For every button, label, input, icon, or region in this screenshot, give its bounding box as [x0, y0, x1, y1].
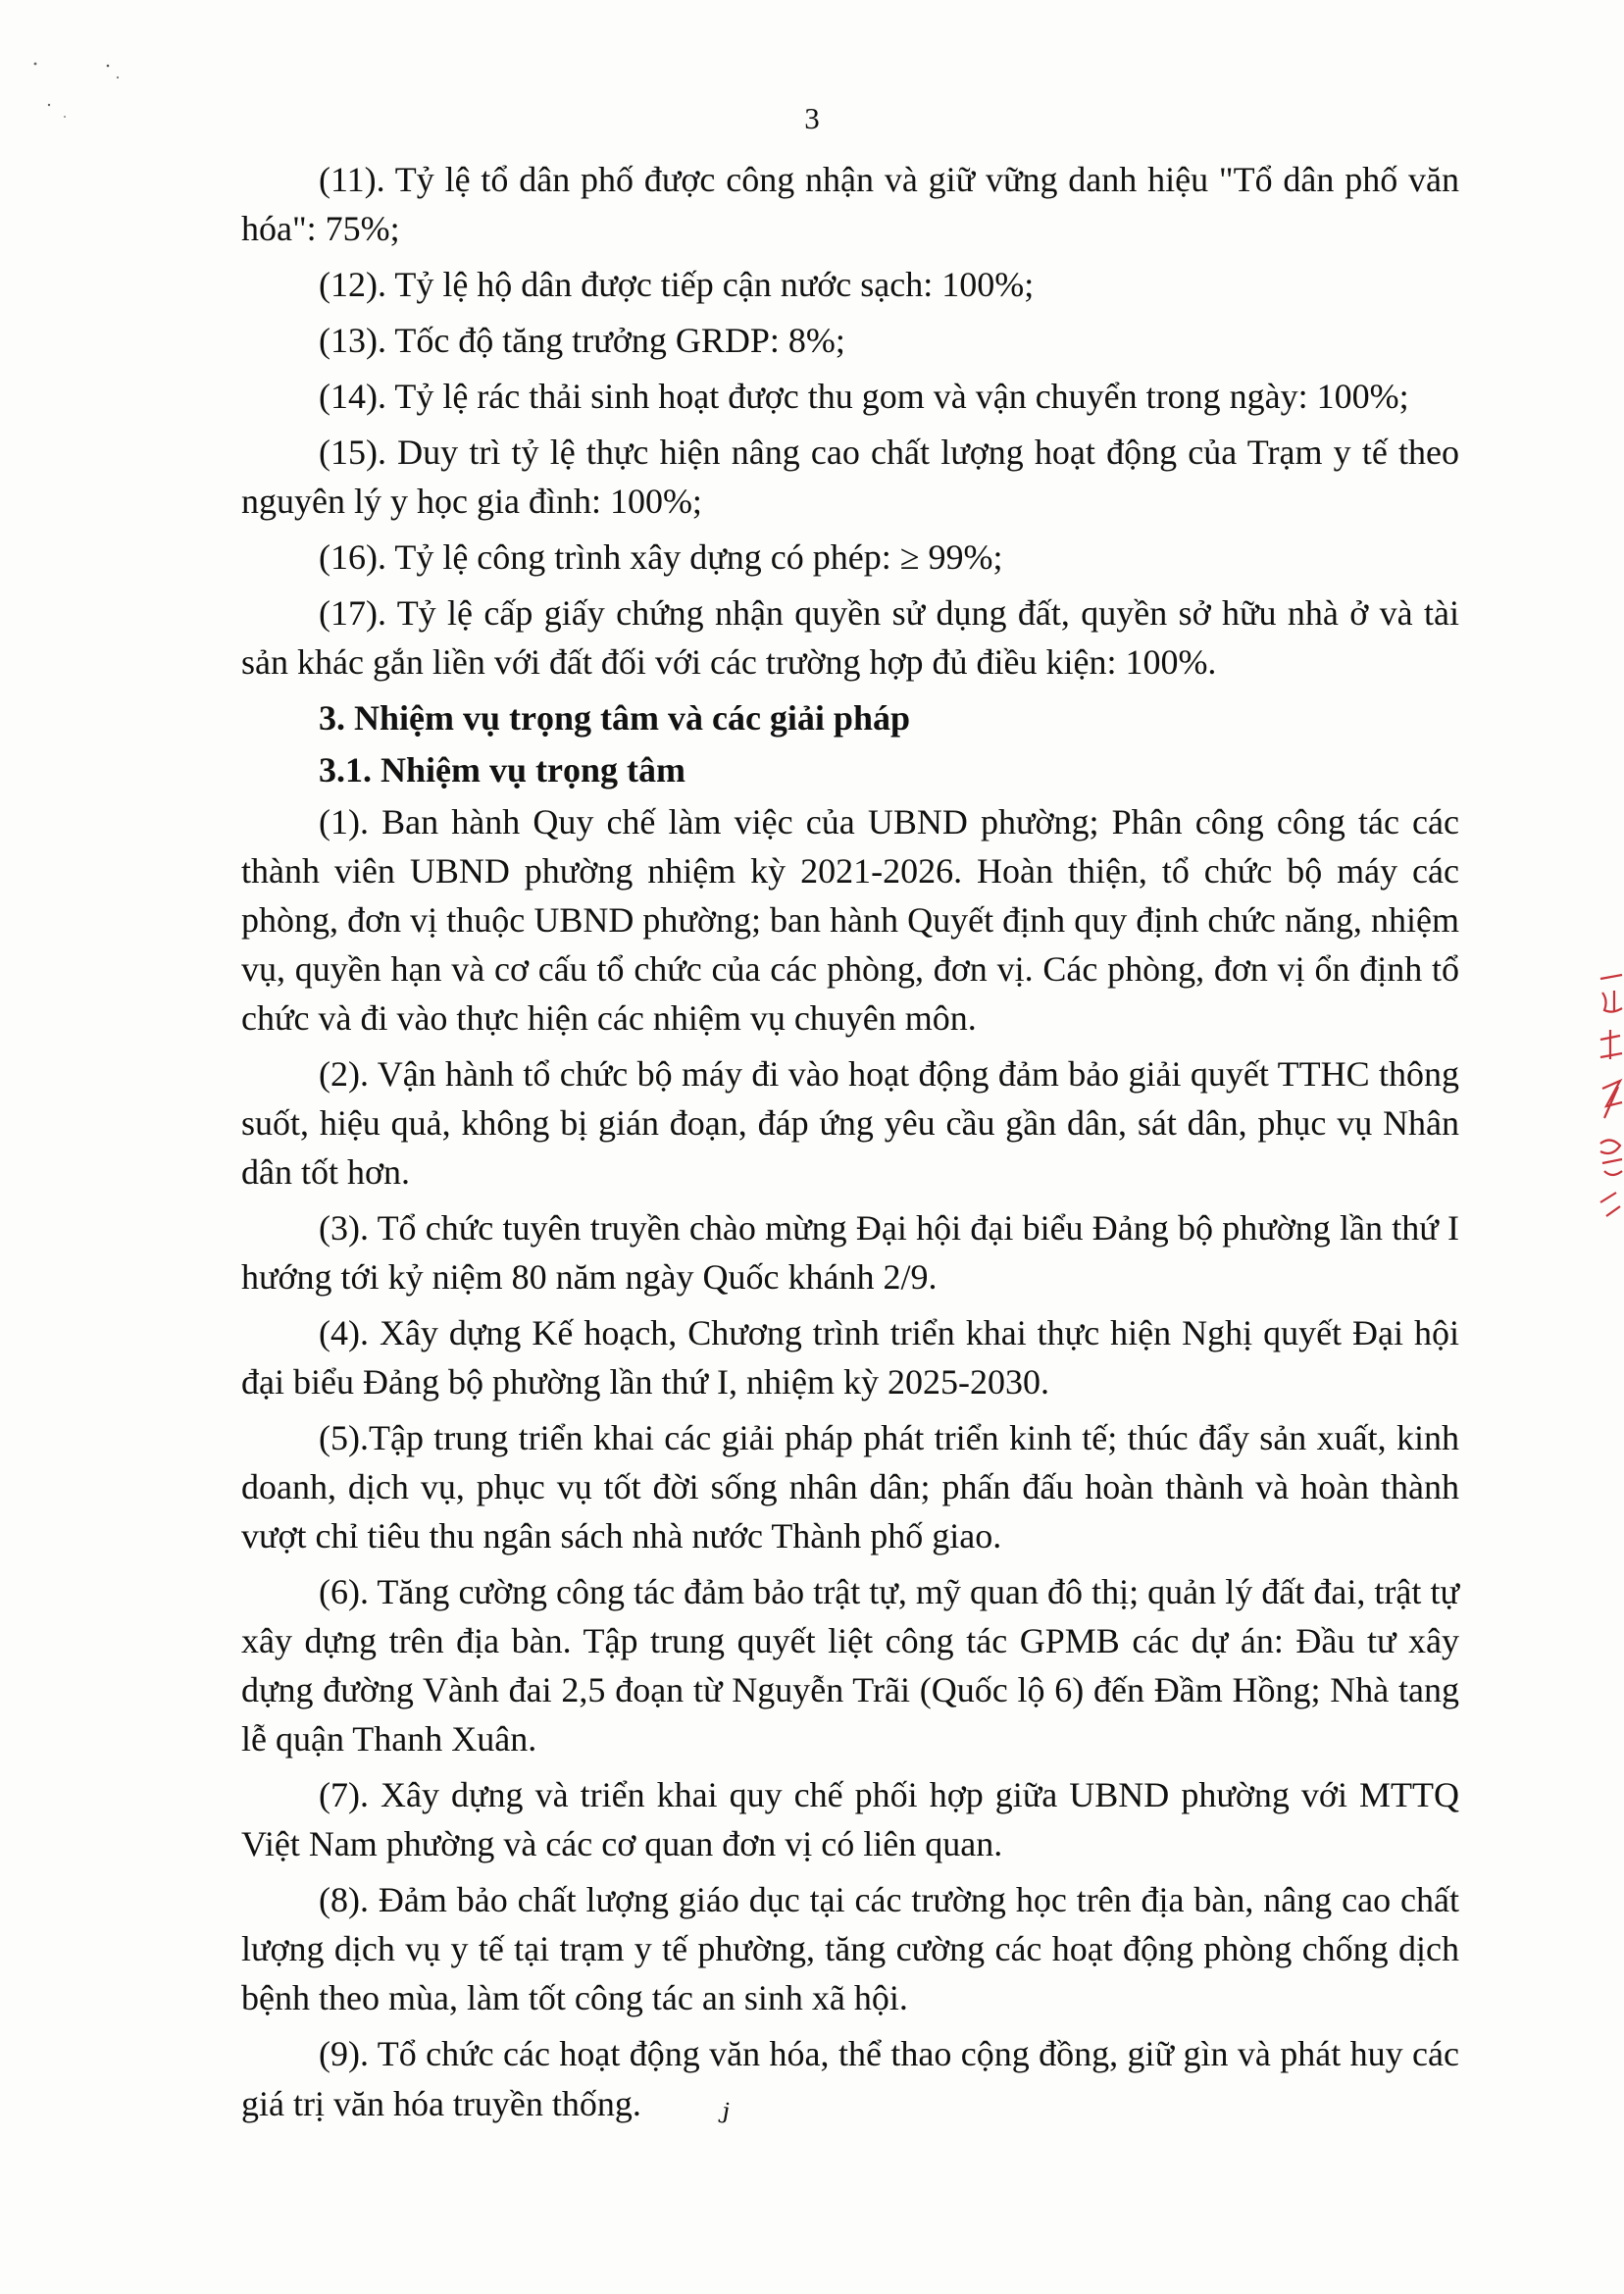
task-text: (9). Tổ chức các hoạt động văn hóa, thể thao cộng đồng, giữ gìn và phát huy các giá trị văn hóa truyền thống.: [241, 2034, 1459, 2123]
task-item: (4). Xây dựng Kế hoạch, Chương trình triển khai thực hiện Nghị quyết Đại hội đại biểu Đảng bộ phường lần thứ I, nhiệm kỳ 2025-2030.: [241, 1313, 1459, 1402]
target-item: (11). Tỷ lệ tổ dân phố được công nhận và giữ vững danh hiệu "Tổ dân phố văn hóa": 75%;: [241, 160, 1459, 248]
end-mark-icon: ⱼ: [716, 2082, 735, 2128]
task-item: (3). Tổ chức tuyên truyền chào mừng Đại hội đại biểu Đảng bộ phường lần thứ I hướng tới kỷ niệm 80 năm ngày Quốc khánh 2/9.: [241, 1208, 1459, 1297]
task-item: (8). Đảm bảo chất lượng giáo dục tại các trường học trên địa bàn, nâng cao chất lượng dịch vụ y tế tại trạm y tế phường, tăng cường các hoạt động phòng chống dịch bệnh theo mùa, làm tốt công tác an sinh xã hội.: [241, 1880, 1459, 2017]
task-item: (5).Tập trung triển khai các giải pháp phát triển kinh tế; thúc đẩy sản xuất, kinh doanh, dịch vụ, phục vụ tốt đời sống nhân dân; phấn đấu hoàn thành và hoàn thành vượt chỉ tiêu thu ngân sách nhà nước Thành phố giao.: [241, 1418, 1459, 1555]
target-item: (16). Tỷ lệ công trình xây dựng có phép: ≥ 99%;: [319, 537, 1003, 577]
task-item-last: [241, 2029, 1459, 2128]
target-item: (12). Tỷ lệ hộ dân được tiếp cận nước sạch: 100%;: [319, 265, 1035, 304]
target-item: (15). Duy trì tỷ lệ thực hiện nâng cao chất lượng hoạt động của Trạm y tế theo nguyên lý y học gia đình: 100%;: [241, 433, 1459, 521]
section-heading: 3. Nhiệm vụ trọng tâm và các giải pháp: [319, 698, 910, 738]
target-item: (17). Tỷ lệ cấp giấy chứng nhận quyền sử dụng đất, quyền sở hữu nhà ở và tài sản khác gắn liền với đất đối với các trường hợp đủ điều kiện: 100%.: [241, 593, 1459, 682]
page-number: 3: [804, 101, 820, 135]
document-body: [241, 155, 1459, 2135]
task-item: (6). Tăng cường công tác đảm bảo trật tự, mỹ quan đô thị; quản lý đất đai, trật tự xây dựng trên địa bàn. Tập trung quyết liệt công tác GPMB các dự án: Đầu tư xây dựng đường Vành đai 2,5 đoạn từ Nguyễn Trãi (Quốc lộ 6) đến Đầm Hồng; Nhà tang lễ quận Thanh Xuân.: [241, 1572, 1459, 1759]
task-item: (7). Xây dựng và triển khai quy chế phối hợp giữa UBND phường với MTTQ Việt Nam phường và các cơ quan đơn vị có liên quan.: [241, 1775, 1459, 1863]
subsection-heading: 3.1. Nhiệm vụ trọng tâm: [319, 750, 685, 790]
stamp-fragment: [1597, 971, 1624, 1236]
task-item: (1). Ban hành Quy chế làm việc của UBND phường; Phân công công tác các thành viên UBND phường nhiệm kỳ 2021-2026. Hoàn thiện, tổ chức bộ máy các phòng, đơn vị thuộc UBND phường; ban hành Quyết định quy định chức năng, nhiệm vụ, quyền hạn và cơ cấu tổ chức của các phòng, đơn vị. Các phòng, đơn vị ổn định tổ chức và đi vào thực hiện các nhiệm vụ chuyên môn.: [241, 802, 1459, 1038]
task-item: (2). Vận hành tổ chức bộ máy đi vào hoạt động đảm bảo giải quyết TTHC thông suốt, hiệu quả, không bị gián đoạn, đáp ứng yêu cầu gần dân, sát dân, phục vụ Nhân dân tốt hơn.: [241, 1054, 1459, 1192]
target-item: (13). Tốc độ tăng trưởng GRDP: 8%;: [319, 321, 845, 360]
target-item: (14). Tỷ lệ rác thải sinh hoạt được thu gom và vận chuyển trong ngày: 100%;: [319, 377, 1409, 416]
